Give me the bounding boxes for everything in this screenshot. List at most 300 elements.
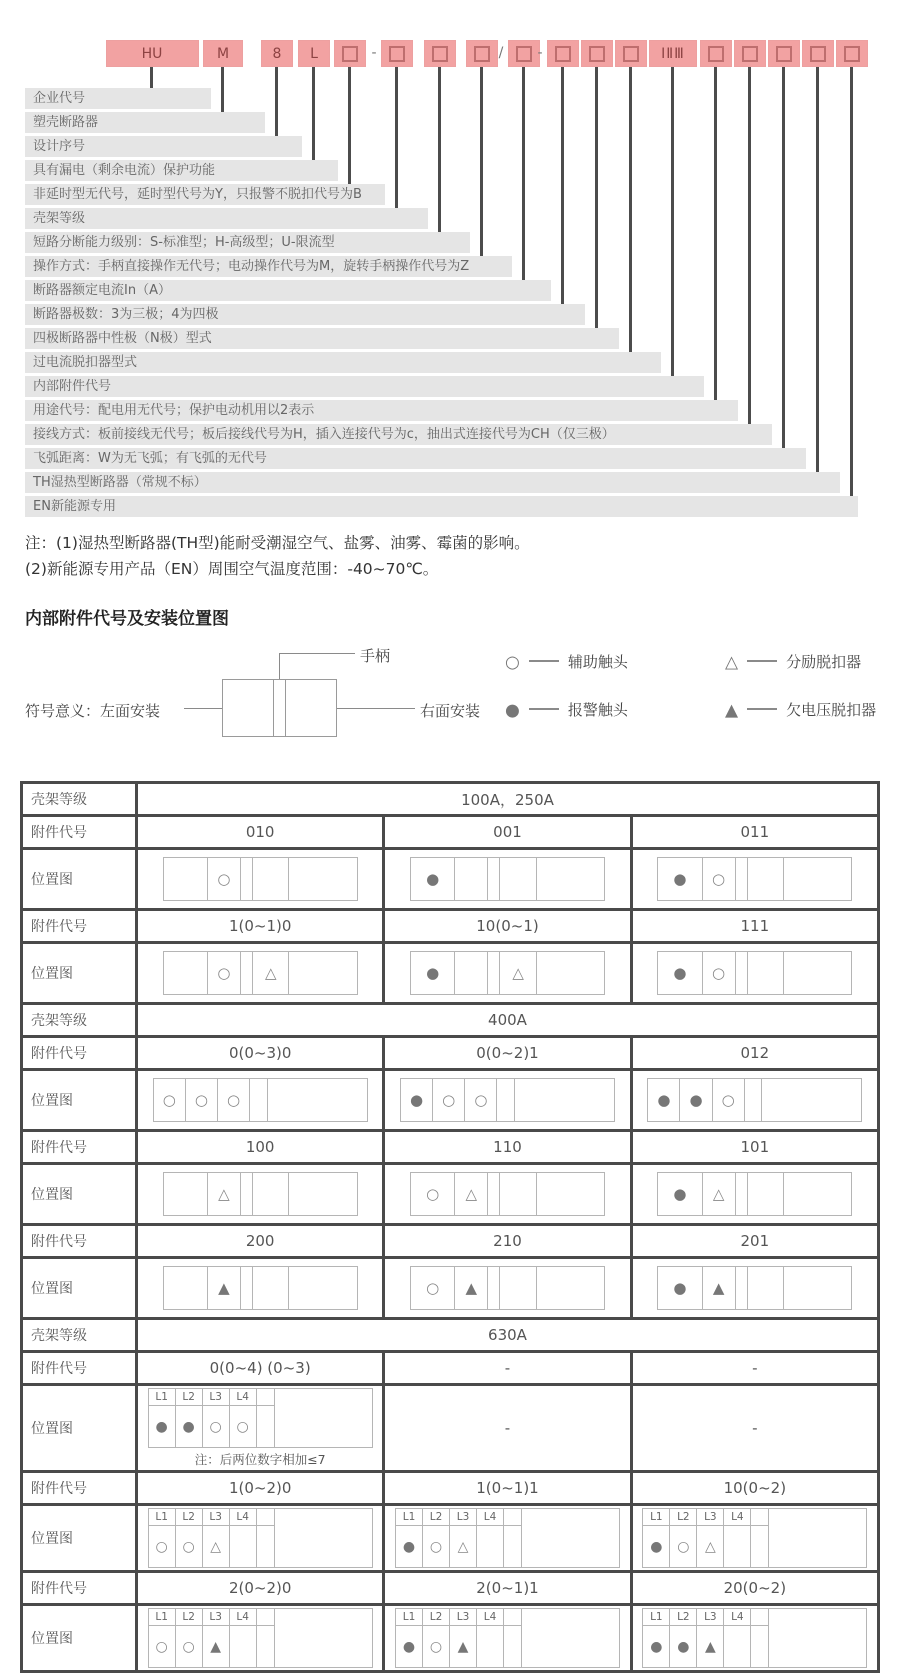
pole-header-cell: L3 (450, 1509, 477, 1526)
code-row (22, 1572, 879, 1605)
row-label-cell: 附件代号 (22, 1352, 137, 1385)
alarm-contact-symbol: ● (505, 700, 520, 721)
position-cell (537, 858, 604, 900)
pole-header-cell: L3 (203, 1609, 230, 1626)
auxiliary-contact-symbol: ○ (433, 1079, 465, 1121)
leader-line (221, 67, 224, 112)
position-cell (289, 952, 356, 994)
position-cell (289, 858, 356, 900)
position-cell (736, 1173, 748, 1215)
row-label-cell: 附件代号 (22, 1131, 137, 1164)
accessory-code-cell: 001 (384, 816, 631, 849)
accessory-code-cell: 101 (631, 1131, 878, 1164)
legend-connector-line (747, 708, 777, 710)
position-cell (164, 1267, 208, 1309)
legend-connector-line (747, 660, 777, 662)
pole-header-cell: L3 (697, 1609, 724, 1626)
code-box (802, 40, 834, 67)
breaker-position-diagram-l (642, 1608, 867, 1668)
position-cell (537, 1267, 604, 1309)
position-diagram-cell (137, 1164, 384, 1225)
breaker-position-diagram (410, 951, 605, 995)
position-cell (241, 952, 253, 994)
pole-grid (149, 1609, 275, 1667)
row-label-cell: 位置图 (22, 849, 137, 910)
alarm-contact-symbol: ● (680, 1079, 712, 1121)
position-diagram-cell (384, 849, 631, 910)
position-cell (488, 858, 500, 900)
code-separator: - (537, 45, 543, 61)
pole-header-cell (751, 1609, 769, 1626)
leader-line (714, 67, 717, 400)
position-cell (748, 952, 784, 994)
pole-header-cell: L3 (450, 1609, 477, 1626)
pole-header-cell: L1 (396, 1609, 423, 1626)
code-row (22, 816, 879, 849)
position-cell (762, 1079, 861, 1121)
alarm-contact-symbol: ● (643, 1626, 670, 1667)
model-code-diagram (0, 0, 900, 520)
accessory-code-cell: 10(0~1) (384, 910, 631, 943)
pole-header-cell: L3 (203, 1509, 230, 1526)
auxiliary-contact-symbol: ○ (703, 858, 736, 900)
pole-header-cell: L2 (670, 1509, 697, 1526)
legend-item-label: 欠电压脱扣器 (786, 701, 877, 719)
position-diagram-cell (137, 1070, 384, 1131)
breaker-position-diagram (410, 1172, 605, 1216)
position-diagram-cell (631, 1164, 878, 1225)
code-label-bar: 设计序号 (25, 136, 302, 157)
placeholder-square-icon (844, 46, 860, 62)
frame-rating-cell: 100A，250A (137, 783, 879, 816)
position-diagram-cell (631, 1505, 878, 1572)
accessory-code-cell: 2(0~2)0 (137, 1572, 384, 1605)
pole-header-cell: L3 (203, 1389, 230, 1406)
handle-connector-line (279, 653, 355, 654)
alarm-contact-symbol: ● (670, 1626, 697, 1667)
position-cell (268, 1079, 367, 1121)
position-cell (751, 1526, 769, 1567)
position-cell (257, 1406, 275, 1447)
accessory-code-cell: - (631, 1352, 878, 1385)
code-label-bar: 非延时型无代号，延时型代号为Y，只报警不脱扣代号为B (25, 184, 385, 205)
handle-slot-line (273, 680, 274, 736)
accessory-code-cell: 0(0~4) (0~3) (137, 1352, 384, 1385)
pole-header-cell: L2 (423, 1609, 450, 1626)
auxiliary-contact-symbol: ○ (411, 1173, 455, 1215)
pole-header-cell: L3 (697, 1509, 724, 1526)
code-label-bar: 短路分断能力级别：S-标准型；H-高级型；U-限流型 (25, 232, 470, 253)
accessory-code-cell: 012 (631, 1037, 878, 1070)
position-cell (724, 1526, 751, 1567)
code-label-bar: TH湿热型断路器（常规不标） (25, 472, 840, 493)
position-diagram-cell (137, 1505, 384, 1572)
position-cell (455, 952, 488, 994)
undervoltage-release-symbol: ▲ (208, 1267, 241, 1309)
position-cell (748, 858, 784, 900)
code-box: 8 (261, 40, 293, 67)
auxiliary-contact-symbol: ○ (208, 858, 241, 900)
pole-header-cell: L1 (643, 1609, 670, 1626)
code-box: ⅠⅡⅢ (649, 40, 697, 67)
position-diagram-cell (384, 1505, 631, 1572)
pole-header-cell: L2 (176, 1609, 203, 1626)
code-row (22, 1225, 879, 1258)
auxiliary-contact-symbol: ○ (186, 1079, 218, 1121)
code-box (768, 40, 800, 67)
code-row (22, 1352, 879, 1385)
accessory-code-cell: 111 (631, 910, 878, 943)
position-cell (745, 1079, 763, 1121)
position-row (22, 943, 879, 1004)
pole-header-cell: L1 (149, 1509, 176, 1526)
leader-line (850, 67, 853, 496)
pole-header-cell (257, 1609, 275, 1626)
position-cell (488, 952, 500, 994)
position-cell (784, 1267, 851, 1309)
position-cell (164, 858, 208, 900)
code-label-bar: 用途代号：配电用无代号；保护电动机用以2表示 (25, 400, 738, 421)
position-cell (289, 1173, 356, 1215)
accessory-code-cell: 1(0~2)0 (137, 1472, 384, 1505)
pole-grid (396, 1609, 522, 1667)
pole-grid (396, 1509, 522, 1567)
position-cell (515, 1079, 614, 1121)
leader-line (671, 67, 674, 376)
position-cell (230, 1526, 257, 1567)
code-box (836, 40, 868, 67)
row-label-cell: 位置图 (22, 1164, 137, 1225)
frame-row (22, 783, 879, 816)
position-diagram-cell (631, 1385, 878, 1472)
alarm-contact-symbol: ● (658, 1267, 702, 1309)
breaker-position-diagram (163, 1266, 358, 1310)
code-label-bar: EN新能源专用 (25, 496, 858, 517)
legend-item-label: 分励脱扣器 (786, 653, 862, 671)
accessory-code-cell: 201 (631, 1225, 878, 1258)
legend-item (505, 699, 628, 721)
breaker-position-diagram (400, 1078, 615, 1122)
auxiliary-contact-symbol: ○ (423, 1526, 450, 1567)
code-box (334, 40, 366, 67)
accessory-code-cell: 110 (384, 1131, 631, 1164)
position-cell (250, 1079, 268, 1121)
position-cell (748, 1173, 784, 1215)
row-label-cell: 附件代号 (22, 1472, 137, 1505)
pole-header-cell: L1 (643, 1509, 670, 1526)
position-diagram-cell (137, 1605, 384, 1672)
row-label-cell: 位置图 (22, 943, 137, 1004)
alarm-contact-symbol: ● (658, 1173, 702, 1215)
frame-rating-cell: 400A (137, 1004, 879, 1037)
alarm-contact-symbol: ● (411, 858, 455, 900)
auxiliary-contact-symbol: ○ (230, 1406, 257, 1447)
pole-header-cell: L1 (396, 1509, 423, 1526)
note-line-2: (2)新能源专用产品（EN）周围空气温度范围：-40~70℃。 (25, 560, 439, 578)
pole-header-cell: L4 (230, 1389, 257, 1406)
code-row (22, 1037, 879, 1070)
code-box (734, 40, 766, 67)
legend-item (725, 651, 861, 673)
position-row (22, 1385, 879, 1472)
position-diagram-cell (384, 1164, 631, 1225)
accessory-code-cell: 10(0~2) (631, 1472, 878, 1505)
breaker-position-diagram (657, 1266, 852, 1310)
frame-row (22, 1319, 879, 1352)
pole-header-cell (504, 1609, 522, 1626)
alarm-contact-symbol: ● (648, 1079, 680, 1121)
legend-connector-line (529, 660, 559, 662)
shunt-release-symbol: △ (203, 1526, 230, 1567)
position-row (22, 1605, 879, 1672)
auxiliary-contact-symbol: ○ (505, 652, 520, 673)
pole-header-cell: L4 (230, 1609, 257, 1626)
pole-header-cell: L4 (724, 1609, 751, 1626)
position-cell (504, 1526, 522, 1567)
code-label-bar: 飞弧距离：W为无飞弧；有飞弧的无代号 (25, 448, 806, 469)
breaker-position-diagram-l (395, 1608, 620, 1668)
breaker-position-diagram (163, 951, 358, 995)
pole-header-cell: L4 (724, 1509, 751, 1526)
pole-header-cell (257, 1509, 275, 1526)
position-cell (241, 1173, 253, 1215)
position-cell (497, 1079, 515, 1121)
code-box: M (203, 40, 243, 67)
placeholder-square-icon (516, 46, 532, 62)
row-label-cell: 附件代号 (22, 816, 137, 849)
position-cell (477, 1626, 504, 1667)
position-cell (736, 858, 748, 900)
alarm-contact-symbol: ● (396, 1626, 423, 1667)
accessory-code-cell: 1(0~1)0 (137, 910, 384, 943)
code-box (700, 40, 732, 67)
position-diagram-cell (631, 1070, 878, 1131)
row-label-cell: 壳架等级 (22, 1004, 137, 1037)
auxiliary-contact-symbol: ○ (218, 1079, 250, 1121)
code-box (615, 40, 647, 67)
code-label-bar: 接线方式：板前接线无代号；板后接线代号为H，插入连接代号为c，抽出式连接代号为CH（仅三极） (25, 424, 772, 445)
code-row (22, 1131, 879, 1164)
code-label-bar: 塑壳断路器 (25, 112, 265, 133)
pole-grid (643, 1609, 769, 1667)
breaker-position-diagram (657, 951, 852, 995)
accessory-code-cell: - (384, 1352, 631, 1385)
breaker-position-diagram (410, 1266, 605, 1310)
alarm-contact-symbol: ● (643, 1526, 670, 1567)
accessory-code-cell: 0(0~2)1 (384, 1037, 631, 1070)
position-diagram-cell (631, 943, 878, 1004)
position-cell (500, 1267, 536, 1309)
position-cell (537, 1173, 604, 1215)
position-cell (253, 1267, 289, 1309)
auxiliary-contact-symbol: ○ (703, 952, 736, 994)
code-separator: / (498, 45, 504, 61)
alarm-contact-symbol: ● (149, 1406, 176, 1447)
right-connector-line (337, 708, 415, 709)
auxiliary-contact-symbol: ○ (423, 1626, 450, 1667)
notes (25, 530, 900, 582)
row-label-cell: 附件代号 (22, 910, 137, 943)
position-cell (488, 1267, 500, 1309)
auxiliary-contact-symbol: ○ (203, 1406, 230, 1447)
undervoltage-release-symbol: ▲ (203, 1626, 230, 1667)
position-row (22, 1070, 879, 1131)
row-label-cell: 壳架等级 (22, 1319, 137, 1352)
position-cell (289, 1267, 356, 1309)
pole-header-cell: L2 (423, 1509, 450, 1526)
position-row (22, 1164, 879, 1225)
pole-header-cell: L2 (176, 1389, 203, 1406)
placeholder-square-icon (742, 46, 758, 62)
position-cell (164, 952, 208, 994)
frame-row (22, 1004, 879, 1037)
row-label-cell: 壳架等级 (22, 783, 137, 816)
breaker-position-diagram-l (148, 1388, 373, 1448)
position-cell (253, 858, 289, 900)
position-row (22, 849, 879, 910)
code-label-bar: 操作方式：手柄直接操作无代号；电动操作代号为M，旋转手柄操作代号为Z (25, 256, 512, 277)
shunt-release-symbol: △ (703, 1173, 736, 1215)
pole-header-cell: L4 (477, 1609, 504, 1626)
pole-grid (643, 1509, 769, 1567)
position-row (22, 1258, 879, 1319)
accessory-code-cell: 200 (137, 1225, 384, 1258)
position-diagram-cell (631, 1605, 878, 1672)
accessory-code-cell: 100 (137, 1131, 384, 1164)
position-diagram-cell (384, 1385, 631, 1472)
auxiliary-contact-symbol: ○ (154, 1079, 186, 1121)
row-label-cell: 位置图 (22, 1258, 137, 1319)
auxiliary-contact-symbol: ○ (176, 1526, 203, 1567)
legend-item (725, 699, 876, 721)
position-cell (724, 1626, 751, 1667)
position-cell (500, 1173, 536, 1215)
handle-label: 手柄 (360, 647, 391, 665)
alarm-contact-symbol: ● (176, 1406, 203, 1447)
placeholder-square-icon (589, 46, 605, 62)
code-box (547, 40, 579, 67)
undervoltage-release-symbol: ▲ (455, 1267, 488, 1309)
diagram-note: 注：后两位数字相加≤7 (194, 1452, 326, 1467)
auxiliary-contact-symbol: ○ (176, 1626, 203, 1667)
position-diagram-cell (137, 943, 384, 1004)
position-cell (736, 952, 748, 994)
auxiliary-contact-symbol: ○ (713, 1079, 745, 1121)
code-row (22, 1472, 879, 1505)
breaker-position-diagram (163, 857, 358, 901)
code-separator: - (371, 45, 377, 61)
position-cell (500, 858, 536, 900)
position-row (22, 1505, 879, 1572)
leader-line (150, 67, 153, 88)
placeholder-square-icon (555, 46, 571, 62)
position-diagram-cell (137, 849, 384, 910)
undervoltage-release-symbol: ▲ (725, 700, 739, 721)
breaker-outline-diagram (222, 679, 337, 737)
accessory-code-cell: 011 (631, 816, 878, 849)
pole-header-cell: L1 (149, 1389, 176, 1406)
accessory-code-cell: 2(0~1)1 (384, 1572, 631, 1605)
auxiliary-contact-symbol: ○ (465, 1079, 497, 1121)
leader-line (522, 67, 525, 280)
shunt-release-symbol: △ (208, 1173, 241, 1215)
code-label-bar: 企业代号 (25, 88, 211, 109)
leader-line (480, 67, 483, 256)
code-label-bar: 壳架等级 (25, 208, 428, 229)
placeholder-square-icon (708, 46, 724, 62)
legend (0, 639, 900, 767)
alarm-contact-symbol: ● (658, 858, 702, 900)
empty-dash: - (504, 1419, 511, 1437)
leader-line (438, 67, 441, 232)
row-label-cell: 附件代号 (22, 1225, 137, 1258)
undervoltage-release-symbol: ▲ (697, 1626, 724, 1667)
shunt-release-symbol: △ (500, 952, 536, 994)
code-box (581, 40, 613, 67)
breaker-position-diagram-l (395, 1508, 620, 1568)
placeholder-square-icon (432, 46, 448, 62)
auxiliary-contact-symbol: ○ (411, 1267, 455, 1309)
code-label-bar: 内部附件代号 (25, 376, 704, 397)
left-connector-line (184, 708, 222, 709)
position-cell (504, 1626, 522, 1667)
position-cell (784, 858, 851, 900)
position-diagram-cell (384, 1605, 631, 1672)
breaker-position-diagram (153, 1078, 368, 1122)
row-label-cell: 位置图 (22, 1605, 137, 1672)
position-cell (455, 858, 488, 900)
breaker-position-diagram-l (148, 1508, 373, 1568)
code-box (381, 40, 413, 67)
pole-header-cell: L1 (149, 1609, 176, 1626)
auxiliary-contact-symbol: ○ (208, 952, 241, 994)
pole-header-cell: L2 (670, 1609, 697, 1626)
code-box: HU (106, 40, 199, 67)
auxiliary-contact-symbol: ○ (149, 1626, 176, 1667)
alarm-contact-symbol: ● (401, 1079, 433, 1121)
leader-line (561, 67, 564, 304)
handle-connector-line-vertical (279, 653, 280, 679)
accessory-position-table (20, 781, 880, 1673)
pole-header-cell: L4 (230, 1509, 257, 1526)
position-cell (253, 1173, 289, 1215)
position-diagram-cell (137, 1258, 384, 1319)
shunt-release-symbol: △ (455, 1173, 488, 1215)
position-cell (736, 1267, 748, 1309)
alarm-contact-symbol: ● (411, 952, 455, 994)
code-label-bar: 断路器额定电流In（A） (25, 280, 551, 301)
undervoltage-release-symbol: ▲ (703, 1267, 736, 1309)
position-cell (257, 1526, 275, 1567)
position-diagram-cell (631, 849, 878, 910)
row-label-cell: 位置图 (22, 1385, 137, 1472)
position-cell (784, 1173, 851, 1215)
note-line-1: 注：(1)湿热型断路器(TH型)能耐受潮湿空气、盐雾、油雾、霉菌的影响。 (25, 534, 530, 552)
section-title: 内部附件代号及安装位置图 (25, 609, 229, 629)
position-diagram-cell (631, 1258, 878, 1319)
code-label-bar: 断路器极数：3为三极；4为四极 (25, 304, 585, 325)
position-cell (241, 1267, 253, 1309)
code-box (466, 40, 498, 67)
leader-line (629, 67, 632, 352)
row-label-cell: 位置图 (22, 1505, 137, 1572)
undervoltage-release-symbol: ▲ (450, 1626, 477, 1667)
handle-slot-line (285, 680, 286, 736)
leader-line (275, 67, 278, 136)
leader-line (748, 67, 751, 424)
legend-connector-line (529, 708, 559, 710)
empty-dash: - (752, 1419, 758, 1437)
